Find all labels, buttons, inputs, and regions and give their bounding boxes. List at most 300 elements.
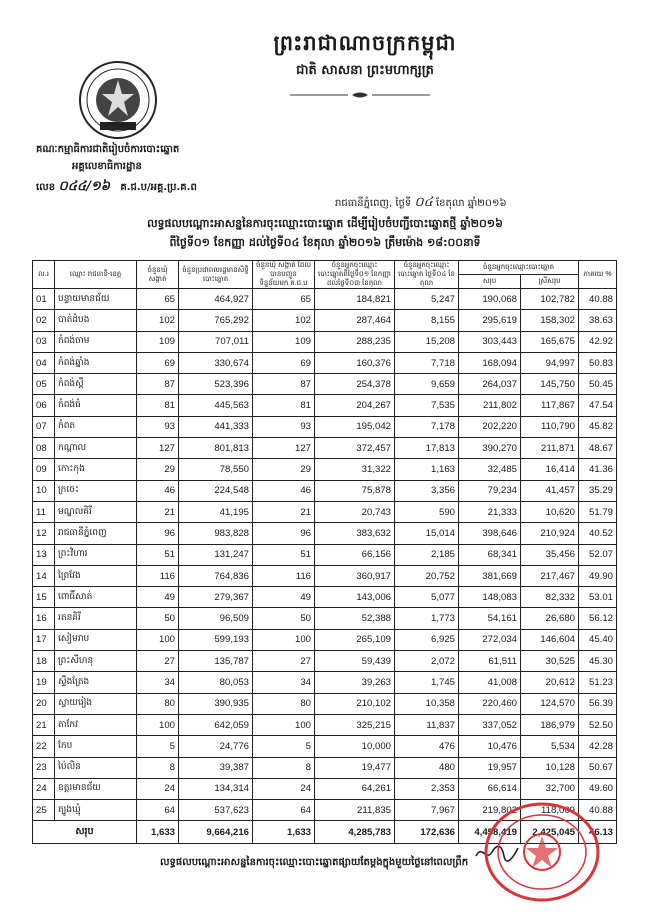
cell-female: 110,790 xyxy=(521,416,579,437)
table-row xyxy=(33,672,617,693)
cell-cum: 184,821 xyxy=(315,289,395,310)
cell-province: រាជធានីភ្នំពេញ xyxy=(55,523,137,544)
cell-total: 264,037 xyxy=(459,374,521,395)
cell-total: 220,460 xyxy=(459,693,521,714)
cell-pct: 50.67 xyxy=(579,757,617,778)
cell-cum: 10,000 xyxy=(315,736,395,757)
cell-communes: 102 xyxy=(137,310,179,331)
header-communes: ចំនួនឃុំ សង្កាត់ xyxy=(137,261,179,289)
cell-pct: 45.30 xyxy=(579,651,617,672)
cell-female: 102,782 xyxy=(521,289,579,310)
table-row xyxy=(33,651,617,672)
cell-no: 22 xyxy=(33,736,55,757)
cell-est-voters: 537,623 xyxy=(179,800,253,821)
cell-total: 211,802 xyxy=(459,395,521,416)
ornament-divider xyxy=(290,90,430,100)
cell-province: ឧត្ដរមានជ័យ xyxy=(55,778,137,799)
total-female: 2,425,045 xyxy=(521,821,579,844)
table-row xyxy=(33,459,617,480)
cell-pct: 53.01 xyxy=(579,587,617,608)
cell-est-voters: 134,314 xyxy=(179,778,253,799)
cell-female: 41,457 xyxy=(521,480,579,501)
cell-pct: 49.90 xyxy=(579,565,617,586)
header-day-registered: ចំនួនអ្នកចុះឈ្មោះបោះឆ្នោត ថ្ងៃទី០៤ ខែតុលា xyxy=(395,261,459,289)
cell-pct: 52.50 xyxy=(579,714,617,735)
cell-total: 219,802 xyxy=(459,800,521,821)
cell-pct: 56.39 xyxy=(579,693,617,714)
cell-pct: 42.92 xyxy=(579,331,617,352)
cell-province: ព្រះវិហារ xyxy=(55,544,137,565)
table-row xyxy=(33,395,617,416)
total-day: 172,636 xyxy=(395,821,459,844)
cell-no: 03 xyxy=(33,331,55,352)
cell-no: 18 xyxy=(33,651,55,672)
cell-pct: 45.40 xyxy=(579,629,617,650)
table-row xyxy=(33,757,617,778)
cell-est-voters: 80,053 xyxy=(179,672,253,693)
cell-reporting: 116 xyxy=(253,565,315,586)
document-subtitle: ពីថ្ងៃទី០១ ខែកញ្ញា ដល់ថ្ងៃទី០៤ ខែតុលា ឆ្នាំ២០១៦ ត្រឹមម៉ោង ១៨:០០នាទី xyxy=(169,236,481,249)
cell-no: 07 xyxy=(33,416,55,437)
cell-day: 2,072 xyxy=(395,651,459,672)
kingdom-motto: ជាតិ សាសនា ព្រះមហាក្សត្រ xyxy=(296,63,434,78)
ref-suffix: គ.ជ.ប/អគ្គ.ប្រ.គ.ព xyxy=(120,182,197,193)
cell-pct: 41.36 xyxy=(579,459,617,480)
cell-day: 15,208 xyxy=(395,331,459,352)
cell-communes: 96 xyxy=(137,523,179,544)
place-date xyxy=(335,194,507,213)
cell-est-voters: 135,787 xyxy=(179,651,253,672)
table-row xyxy=(33,416,617,437)
table-row xyxy=(33,331,617,352)
cell-no: 08 xyxy=(33,438,55,459)
cell-reporting: 87 xyxy=(253,374,315,395)
ref-prefix: លេខ xyxy=(36,182,56,193)
table-row xyxy=(33,374,617,395)
cell-cum: 160,376 xyxy=(315,352,395,373)
cell-province: កំពត xyxy=(55,416,137,437)
cell-communes: 24 xyxy=(137,778,179,799)
cell-reporting: 49 xyxy=(253,587,315,608)
cell-province: ក្រចេះ xyxy=(55,480,137,501)
cell-female: 10,128 xyxy=(521,757,579,778)
cell-female: 30,525 xyxy=(521,651,579,672)
cell-pct: 40.88 xyxy=(579,800,617,821)
document-title: លទ្ធផលបណ្ដោះអាសន្ននៃការចុះឈ្មោះបោះឆ្នោត ដើម្បីរៀបចំបញ្ជីបោះឆ្នោតថ្មី ឆ្នាំ២០១៦ xyxy=(147,217,503,230)
cell-reporting: 81 xyxy=(253,395,315,416)
cell-female: 217,467 xyxy=(521,565,579,586)
cell-province: កំពង់ឆ្នាំង xyxy=(55,352,137,373)
cell-communes: 34 xyxy=(137,672,179,693)
cell-day: 7,178 xyxy=(395,416,459,437)
cell-cum: 59,439 xyxy=(315,651,395,672)
cell-no: 14 xyxy=(33,565,55,586)
cell-reporting: 65 xyxy=(253,289,315,310)
cell-reporting: 21 xyxy=(253,501,315,522)
cell-day: 8,155 xyxy=(395,310,459,331)
cell-province: ប៉ៃលិន xyxy=(55,757,137,778)
cell-communes: 69 xyxy=(137,352,179,373)
cell-no: 10 xyxy=(33,480,55,501)
cell-est-voters: 599,193 xyxy=(179,629,253,650)
cell-reporting: 46 xyxy=(253,480,315,501)
cell-cum: 288,235 xyxy=(315,331,395,352)
cell-communes: 29 xyxy=(137,459,179,480)
cell-reporting: 27 xyxy=(253,651,315,672)
cell-no: 21 xyxy=(33,714,55,735)
cell-reporting: 8 xyxy=(253,757,315,778)
cell-pct: 47.54 xyxy=(579,395,617,416)
header-total-all: សរុប xyxy=(459,275,521,289)
kingdom-title: ព្រះរាជាណាចក្រកម្ពុជា xyxy=(273,31,457,55)
cell-est-voters: 764,836 xyxy=(179,565,253,586)
cell-province: កំពង់ចាម xyxy=(55,331,137,352)
cell-total: 381,669 xyxy=(459,565,521,586)
cell-est-voters: 983,828 xyxy=(179,523,253,544)
total-communes: 1,633 xyxy=(137,821,179,844)
nec-seal-logo xyxy=(78,60,158,140)
table-row xyxy=(33,693,617,714)
cell-est-voters: 464,927 xyxy=(179,289,253,310)
cell-communes: 116 xyxy=(137,565,179,586)
cell-total: 10,476 xyxy=(459,736,521,757)
cell-total: 32,485 xyxy=(459,459,521,480)
cell-total: 168,094 xyxy=(459,352,521,373)
cell-province: កំពង់ធំ xyxy=(55,395,137,416)
cell-female: 145,750 xyxy=(521,374,579,395)
cell-no: 02 xyxy=(33,310,55,331)
cell-total: 337,052 xyxy=(459,714,521,735)
cell-total: 295,619 xyxy=(459,310,521,331)
cell-pct: 51.79 xyxy=(579,501,617,522)
cell-province: ព្រៃវែង xyxy=(55,565,137,586)
cell-communes: 87 xyxy=(137,374,179,395)
cell-est-voters: 131,247 xyxy=(179,544,253,565)
registration-results-table xyxy=(32,260,617,844)
cell-no: 19 xyxy=(33,672,55,693)
table-row xyxy=(33,289,617,310)
cell-total: 79,234 xyxy=(459,480,521,501)
cell-total: 21,333 xyxy=(459,501,521,522)
cell-cum: 204,267 xyxy=(315,395,395,416)
cell-communes: 49 xyxy=(137,587,179,608)
cell-total: 66,614 xyxy=(459,778,521,799)
cell-day: 11,837 xyxy=(395,714,459,735)
cell-pct: 52.07 xyxy=(579,544,617,565)
cell-province: កំពង់ស្ពឺ xyxy=(55,374,137,395)
cell-pct: 40.52 xyxy=(579,523,617,544)
cell-day: 15,014 xyxy=(395,523,459,544)
cell-pct: 38.63 xyxy=(579,310,617,331)
cell-female: 165,675 xyxy=(521,331,579,352)
header-percent: ភាគរយ % xyxy=(579,261,617,289)
cell-no: 05 xyxy=(33,374,55,395)
cell-female: 186,979 xyxy=(521,714,579,735)
cell-day: 476 xyxy=(395,736,459,757)
cell-day: 5,077 xyxy=(395,587,459,608)
place-date-prefix: រាជធានីភ្នំពេញ, ថ្ងៃទី xyxy=(335,198,412,209)
cell-est-voters: 707,011 xyxy=(179,331,253,352)
cell-cum: 254,378 xyxy=(315,374,395,395)
cell-communes: 8 xyxy=(137,757,179,778)
cell-reporting: 93 xyxy=(253,416,315,437)
cell-female: 124,570 xyxy=(521,693,579,714)
cell-total: 61,511 xyxy=(459,651,521,672)
cell-total: 303,443 xyxy=(459,331,521,352)
cell-est-voters: 78,550 xyxy=(179,459,253,480)
cell-est-voters: 642,059 xyxy=(179,714,253,735)
cell-reporting: 80 xyxy=(253,693,315,714)
cell-no: 12 xyxy=(33,523,55,544)
cell-no: 13 xyxy=(33,544,55,565)
cell-communes: 64 xyxy=(137,800,179,821)
cell-pct: 56.12 xyxy=(579,608,617,629)
cell-no: 24 xyxy=(33,778,55,799)
header-reporting: ចំនួនឃុំ សង្កាត់ ដែលបានបញ្ជូនទិន្នន័យមក គ.ជ.ប xyxy=(253,261,315,289)
cell-cum: 75,878 xyxy=(315,480,395,501)
cell-cum: 143,006 xyxy=(315,587,395,608)
cell-female: 26,680 xyxy=(521,608,579,629)
cell-female: 82,332 xyxy=(521,587,579,608)
cell-female: 35,456 xyxy=(521,544,579,565)
cell-province: មណ្ឌលគិរី xyxy=(55,501,137,522)
cell-day: 5,247 xyxy=(395,289,459,310)
header-total-registered: ចំនួនអ្នកចុះឈ្មោះបោះឆ្នោត xyxy=(459,261,579,275)
cell-reporting: 102 xyxy=(253,310,315,331)
cell-day: 6,925 xyxy=(395,629,459,650)
cell-day: 9,659 xyxy=(395,374,459,395)
cell-female: 210,924 xyxy=(521,523,579,544)
cell-female: 94,997 xyxy=(521,352,579,373)
cell-pct: 40.88 xyxy=(579,289,617,310)
cell-est-voters: 96,509 xyxy=(179,608,253,629)
cell-day: 480 xyxy=(395,757,459,778)
table-row xyxy=(33,714,617,735)
table-row xyxy=(33,438,617,459)
cell-reporting: 50 xyxy=(253,608,315,629)
cell-communes: 81 xyxy=(137,395,179,416)
total-cum: 4,285,783 xyxy=(315,821,395,844)
table-row xyxy=(33,608,617,629)
cell-est-voters: 765,292 xyxy=(179,310,253,331)
cell-reporting: 64 xyxy=(253,800,315,821)
cell-cum: 287,464 xyxy=(315,310,395,331)
table-row xyxy=(33,480,617,501)
table-row xyxy=(33,501,617,522)
cell-pct: 50.45 xyxy=(579,374,617,395)
cell-total: 398,646 xyxy=(459,523,521,544)
table-row xyxy=(33,565,617,586)
cell-reporting: 100 xyxy=(253,714,315,735)
cell-communes: 51 xyxy=(137,544,179,565)
table-row xyxy=(33,544,617,565)
cell-pct: 48.67 xyxy=(579,438,617,459)
cell-no: 23 xyxy=(33,757,55,778)
cell-female: 20,612 xyxy=(521,672,579,693)
cell-day: 2,353 xyxy=(395,778,459,799)
cell-province: ស្វាយរៀង xyxy=(55,693,137,714)
cell-day: 17,813 xyxy=(395,438,459,459)
cell-female: 146,604 xyxy=(521,629,579,650)
cell-province: រតនគិរី xyxy=(55,608,137,629)
table-row xyxy=(33,352,617,373)
cell-province: បាត់ដំបង xyxy=(55,310,137,331)
cell-communes: 21 xyxy=(137,501,179,522)
cell-female: 117,867 xyxy=(521,395,579,416)
cell-communes: 93 xyxy=(137,416,179,437)
cell-no: 17 xyxy=(33,629,55,650)
cell-cum: 64,261 xyxy=(315,778,395,799)
org-name: គណៈកម្មាធិការជាតិរៀបចំការបោះឆ្នោត xyxy=(36,144,180,155)
cell-total: 148,083 xyxy=(459,587,521,608)
place-date-suffix: ខែតុលា ឆ្នាំ២០១៦ xyxy=(435,198,507,209)
cell-day: 7,967 xyxy=(395,800,459,821)
cell-cum: 66,156 xyxy=(315,544,395,565)
cell-no: 20 xyxy=(33,693,55,714)
cell-province: ពោធិ៍សាត់ xyxy=(55,587,137,608)
cell-communes: 5 xyxy=(137,736,179,757)
cell-day: 20,752 xyxy=(395,565,459,586)
cell-province: កោះកុង xyxy=(55,459,137,480)
cell-communes: 65 xyxy=(137,289,179,310)
cell-no: 15 xyxy=(33,587,55,608)
cell-est-voters: 445,563 xyxy=(179,395,253,416)
table-row xyxy=(33,587,617,608)
cell-pct: 45.82 xyxy=(579,416,617,437)
cell-reporting: 100 xyxy=(253,629,315,650)
cell-total: 54,161 xyxy=(459,608,521,629)
cell-female: 211,871 xyxy=(521,438,579,459)
cell-pct: 35.29 xyxy=(579,480,617,501)
cell-reporting: 127 xyxy=(253,438,315,459)
cell-cum: 383,632 xyxy=(315,523,395,544)
cell-no: 04 xyxy=(33,352,55,373)
footer-note: លទ្ធផលបណ្ដោះអាសន្ននៃការចុះឈ្មោះបោះឆ្នោតផ្សាយតែម្ដងក្នុងមួយថ្ងៃនៅពេលព្រឹក xyxy=(160,857,469,868)
cell-communes: 100 xyxy=(137,714,179,735)
header-est-voters: ចំនួនប្រជាពលរដ្ឋមានសិទ្ធិបោះឆ្នោត xyxy=(179,261,253,289)
cell-communes: 80 xyxy=(137,693,179,714)
date-day: ០៤ xyxy=(414,195,433,210)
cell-province: ស្ទឹងត្រែង xyxy=(55,672,137,693)
cell-day: 590 xyxy=(395,501,459,522)
cell-pct: 51.23 xyxy=(579,672,617,693)
cell-total: 68,341 xyxy=(459,544,521,565)
total-label: សរុប xyxy=(33,821,137,844)
cell-day: 1,773 xyxy=(395,608,459,629)
table-row xyxy=(33,778,617,799)
cell-cum: 210,102 xyxy=(315,693,395,714)
cell-cum: 211,835 xyxy=(315,800,395,821)
cell-no: 16 xyxy=(33,608,55,629)
cell-province: ព្រះសីហនុ xyxy=(55,651,137,672)
cell-female: 10,620 xyxy=(521,501,579,522)
cell-no: 09 xyxy=(33,459,55,480)
ref-number: ០៤៤/១៦ xyxy=(58,179,110,194)
cell-province: សៀមរាប xyxy=(55,629,137,650)
cell-province: កែប xyxy=(55,736,137,757)
cell-no: 25 xyxy=(33,800,55,821)
cell-est-voters: 801,813 xyxy=(179,438,253,459)
cell-communes: 127 xyxy=(137,438,179,459)
cell-total: 272,034 xyxy=(459,629,521,650)
cell-day: 2,185 xyxy=(395,544,459,565)
cell-communes: 109 xyxy=(137,331,179,352)
cell-pct: 50.83 xyxy=(579,352,617,373)
cell-total: 41,008 xyxy=(459,672,521,693)
cell-reporting: 24 xyxy=(253,778,315,799)
cell-no: 11 xyxy=(33,501,55,522)
cell-province: បន្ទាយមានជ័យ xyxy=(55,289,137,310)
cell-reporting: 34 xyxy=(253,672,315,693)
cell-total: 190,068 xyxy=(459,289,521,310)
cell-total: 390,270 xyxy=(459,438,521,459)
cell-day: 7,535 xyxy=(395,395,459,416)
cell-day: 1,163 xyxy=(395,459,459,480)
cell-est-voters: 390,935 xyxy=(179,693,253,714)
cell-cum: 19,477 xyxy=(315,757,395,778)
cell-est-voters: 441,333 xyxy=(179,416,253,437)
table-row xyxy=(33,523,617,544)
cell-reporting: 5 xyxy=(253,736,315,757)
cell-day: 3,356 xyxy=(395,480,459,501)
cell-est-voters: 523,396 xyxy=(179,374,253,395)
cell-cum: 195,042 xyxy=(315,416,395,437)
cell-day: 1,745 xyxy=(395,672,459,693)
cell-no: 06 xyxy=(33,395,55,416)
cell-day: 7,718 xyxy=(395,352,459,373)
cell-province: កណ្ដាល xyxy=(55,438,137,459)
cell-est-voters: 24,776 xyxy=(179,736,253,757)
header-cum-registered: ចំនួនអ្នកចុះឈ្មោះបោះឆ្នោតពីថ្ងៃទី០១ ខែកញ្ញា ដល់ថ្ងៃទី០៣ ខែតុលា xyxy=(315,261,395,289)
cell-communes: 46 xyxy=(137,480,179,501)
cell-pct: 42.28 xyxy=(579,736,617,757)
cell-reporting: 96 xyxy=(253,523,315,544)
cell-female: 16,414 xyxy=(521,459,579,480)
cell-cum: 52,388 xyxy=(315,608,395,629)
cell-est-voters: 224,548 xyxy=(179,480,253,501)
cell-communes: 27 xyxy=(137,651,179,672)
cell-cum: 265,109 xyxy=(315,629,395,650)
cell-cum: 360,917 xyxy=(315,565,395,586)
official-stamp xyxy=(482,800,602,904)
header-province: ឈ្មោះ រាជធានី-ខេត្ត xyxy=(55,261,137,289)
total-pct: 46.13 xyxy=(579,821,617,844)
cell-est-voters: 41,195 xyxy=(179,501,253,522)
reference-number xyxy=(36,178,197,197)
header-no: ល.រ xyxy=(33,261,55,289)
cell-est-voters: 330,674 xyxy=(179,352,253,373)
cell-female: 158,302 xyxy=(521,310,579,331)
cell-cum: 31,322 xyxy=(315,459,395,480)
cell-cum: 325,215 xyxy=(315,714,395,735)
org-department: អគ្គលេខាធិការដ្ឋាន xyxy=(72,161,142,172)
cell-reporting: 51 xyxy=(253,544,315,565)
table-row xyxy=(33,310,617,331)
cell-est-voters: 279,367 xyxy=(179,587,253,608)
cell-no: 01 xyxy=(33,289,55,310)
cell-cum: 39,263 xyxy=(315,672,395,693)
cell-reporting: 69 xyxy=(253,352,315,373)
total-reporting: 1,633 xyxy=(253,821,315,844)
cell-pct: 49.60 xyxy=(579,778,617,799)
cell-day: 10,358 xyxy=(395,693,459,714)
table-row xyxy=(33,736,617,757)
cell-reporting: 109 xyxy=(253,331,315,352)
cell-total: 202,220 xyxy=(459,416,521,437)
cell-total: 19,957 xyxy=(459,757,521,778)
cell-female: 5,534 xyxy=(521,736,579,757)
table-row xyxy=(33,629,617,650)
